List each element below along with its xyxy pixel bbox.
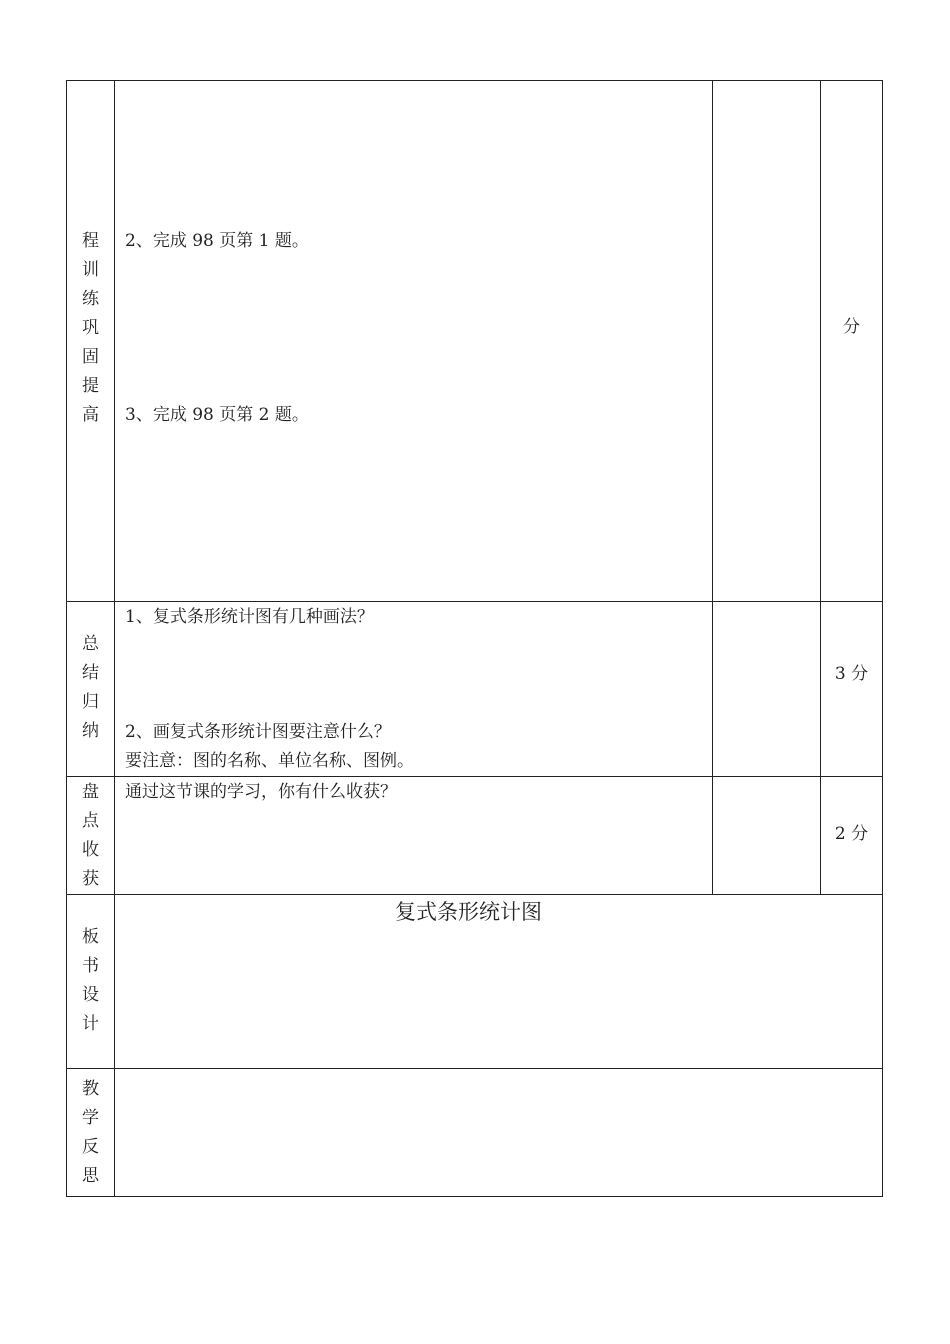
label-char: 训 xyxy=(82,260,99,280)
practice-blank-cell xyxy=(713,81,821,602)
practice-content xyxy=(115,81,712,430)
label-char: 程 xyxy=(82,231,99,251)
harvest-label xyxy=(67,777,114,894)
harvest-score-cell xyxy=(821,777,883,895)
practice-row xyxy=(67,81,883,602)
label-char: 获 xyxy=(82,869,99,889)
board-row xyxy=(67,895,883,1069)
label-char: 纳 xyxy=(82,721,99,741)
summary-label-cell xyxy=(67,602,115,777)
practice-label-cell xyxy=(67,81,115,602)
label-char: 收 xyxy=(82,840,99,860)
label-char: 总 xyxy=(82,634,99,654)
harvest-item-1: 通过这节课的学习，你有什么收获？ xyxy=(125,782,397,802)
label-char: 高 xyxy=(82,405,99,425)
board-label xyxy=(67,895,114,1039)
label-char: 点 xyxy=(82,811,99,831)
practice-label xyxy=(67,81,114,430)
summary-row xyxy=(67,602,883,777)
summary-item-1: 1、复式条形统计图有几种画法？ xyxy=(125,607,374,627)
label-char: 结 xyxy=(82,663,99,683)
label-char: 计 xyxy=(82,1014,99,1034)
reflection-row xyxy=(67,1069,883,1197)
summary-item-2: 2、画复式条形统计图要注意什么？ xyxy=(125,722,391,742)
label-char: 学 xyxy=(82,1108,99,1128)
summary-blank-cell xyxy=(713,602,821,777)
practice-content-cell xyxy=(115,81,713,602)
practice-score: 分 xyxy=(843,317,860,337)
label-char: 反 xyxy=(82,1137,99,1157)
summary-score-cell xyxy=(821,602,883,777)
practice-item-2: 3、完成 98 页第 2 题。 xyxy=(125,405,309,425)
harvest-label-cell xyxy=(67,777,115,895)
summary-content-cell xyxy=(115,602,713,777)
label-char: 设 xyxy=(82,985,99,1005)
summary-score: 3 分 xyxy=(834,664,869,684)
label-char: 固 xyxy=(82,347,99,367)
label-char: 练 xyxy=(82,289,99,309)
reflection-content-cell xyxy=(115,1069,883,1197)
board-label-cell xyxy=(67,895,115,1069)
label-char: 巩 xyxy=(82,318,99,338)
summary-content xyxy=(115,602,712,776)
lesson-plan-table xyxy=(66,80,883,1197)
harvest-blank-cell xyxy=(713,777,821,895)
summary-label xyxy=(67,602,114,746)
label-char: 教 xyxy=(82,1079,99,1099)
harvest-content-cell xyxy=(115,777,713,895)
label-char: 书 xyxy=(82,956,99,976)
label-char: 归 xyxy=(82,692,99,712)
harvest-content xyxy=(115,777,712,807)
harvest-row xyxy=(67,777,883,895)
label-char: 提 xyxy=(82,376,99,396)
board-title: 复式条形统计图 xyxy=(395,900,542,924)
practice-item-1: 2、完成 98 页第 1 题。 xyxy=(125,231,309,251)
board-content-cell xyxy=(115,895,883,1069)
summary-item-3: 要注意：图的名称、单位名称、图例。 xyxy=(125,751,414,771)
label-char: 思 xyxy=(82,1166,99,1186)
harvest-score: 2 分 xyxy=(834,824,869,844)
reflection-label xyxy=(67,1069,114,1191)
reflection-label-cell xyxy=(67,1069,115,1197)
label-char: 板 xyxy=(82,927,99,947)
label-char: 盘 xyxy=(82,782,99,802)
practice-score-cell xyxy=(821,81,883,602)
